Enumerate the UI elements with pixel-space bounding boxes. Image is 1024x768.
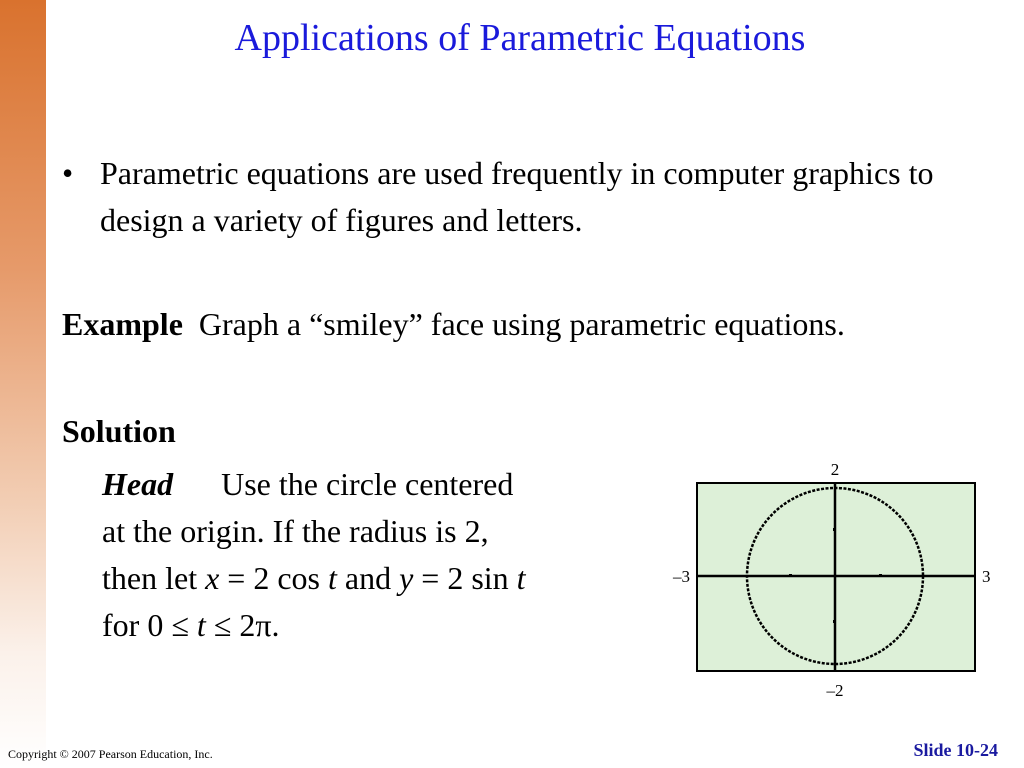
slide-title: Applications of Parametric Equations (234, 17, 806, 59)
line3-part-a: then let (102, 560, 206, 596)
copyright-text: Copyright © 2007 Pearson Education, Inc. (8, 747, 213, 761)
example-text: Graph a “smiley” face using parametric equations. (198, 306, 845, 342)
solution-line-2: at the origin. If the radius is 2, (102, 513, 489, 549)
x-min-label: –3 (673, 567, 690, 586)
slide-number: Slide 10-24 (913, 740, 998, 760)
var-t: t (516, 560, 526, 596)
example-paragraph (62, 301, 942, 348)
example-label: Example (62, 306, 183, 342)
solution-line-4 (102, 602, 662, 649)
head-label: Head (102, 466, 174, 502)
line3-part-c: and (336, 560, 400, 596)
line4-part-b: ≤ 2π. (205, 607, 280, 643)
y-max-label: 2 (830, 460, 840, 479)
bullet-marker: • (62, 155, 74, 191)
var-t: t (196, 607, 206, 643)
solution-body (102, 461, 662, 649)
solution-line-3 (102, 555, 662, 602)
solution-text-1: Use the circle centered (221, 466, 514, 502)
bullet-item (62, 150, 962, 244)
var-x: x (205, 560, 220, 596)
y-min-label: –2 (826, 681, 844, 700)
solution-label: Solution (62, 413, 176, 449)
solution-line-1 (102, 461, 662, 508)
line4-part-a: for 0 ≤ (102, 607, 197, 643)
var-t: t (327, 560, 337, 596)
circle-graph (660, 455, 1000, 705)
line3-part-b: = 2 cos (219, 560, 328, 596)
left-accent-bar (0, 0, 46, 768)
var-y: y (399, 560, 414, 596)
x-max-label: 3 (982, 567, 991, 586)
line3-part-d: = 2 sin (413, 560, 517, 596)
bullet-text: Parametric equations are used frequently in computer graphics to design a variety of figures and letters. (100, 155, 934, 238)
